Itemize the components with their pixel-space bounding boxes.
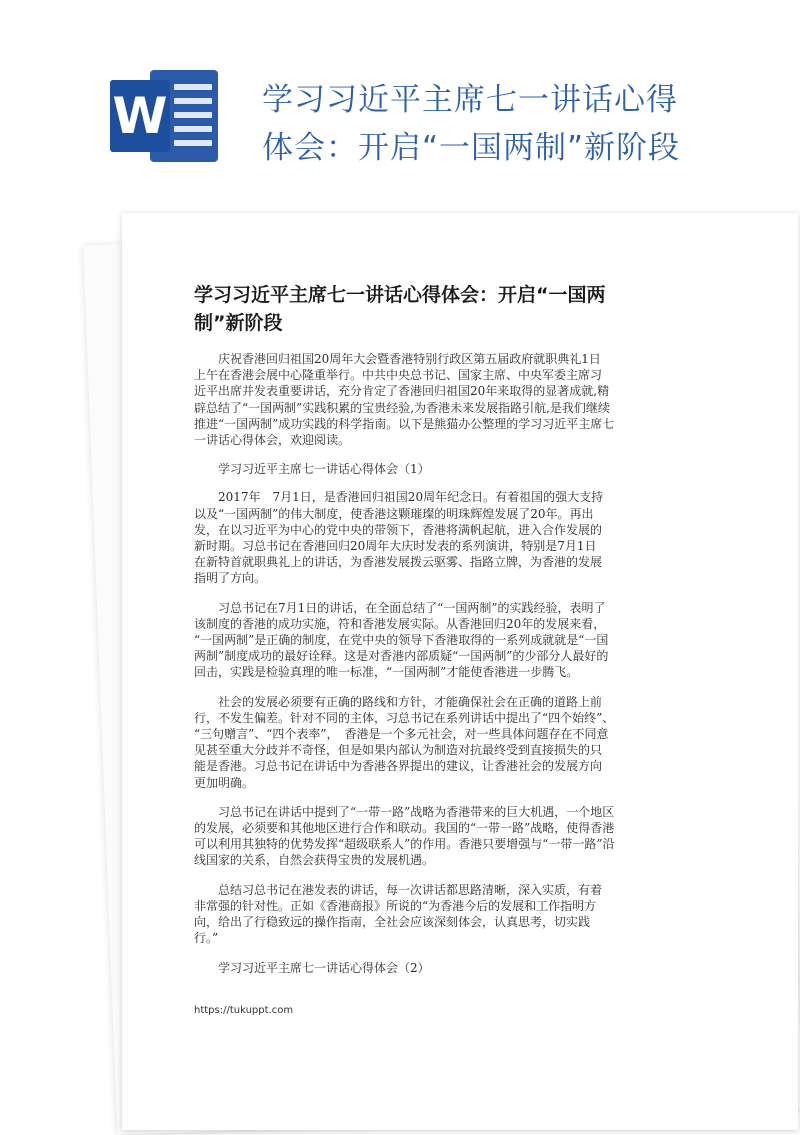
text-line: 社会的发展必须要有正确的路线和方针，才能确保社会在正确的道路上前 [218, 694, 603, 709]
text-line: 发，在以习近平为中心的党中央的带领下，香港将满帆起航，进入合作发展的 [194, 522, 603, 537]
paragraph-1 [194, 489, 714, 586]
text-line: 上午在香港会展中心隆重举行。中共中央总书记、国家主席、中央军委主席习 [194, 368, 603, 383]
text-line: 行。” [194, 931, 219, 946]
text-line: 行，不发生偏差。针对不同的主体，习总书记在系列讲话中提出了“四个始终”、 [194, 710, 615, 725]
paragraph-4 [194, 804, 714, 869]
text-line: 习总书记在讲话中提到了“一带一路”战略为香港带来的巨大机遇，一个地区 [218, 804, 615, 819]
text-line: 见甚至重大分歧并不奇怪，但是如果内部认为制造对抗最终受到直接损失的只 [194, 743, 603, 758]
document-page [122, 213, 798, 1130]
footer-url: https://tukuppt.com [194, 1005, 294, 1016]
text-line: 可以利用其独特的优势发挥“超级联系人”的作用。香港只要增强与“一带一路”沿 [194, 837, 615, 852]
text-line: 指明了方向。 [194, 571, 267, 586]
section-heading-1: 学习习近平主席七一讲话心得体会（1） [218, 462, 430, 477]
text-line: 推进“一国两制”成功实践的科学指南。以下是熊猫办公整理的学习习近平主席七 [194, 416, 615, 431]
text-line: 线国家的关系，自然会获得宝贵的发展机遇。 [194, 853, 435, 868]
paragraph-2 [194, 600, 714, 681]
text-line: 两制”制度成功的最好诠释。这是对香港内部质疑“一国两制”的少部分人最好的 [194, 649, 609, 664]
text-line: 的发展，必须要和其他地区进行合作和联动。我国的“一带一路”战略，使得香港 [194, 821, 615, 836]
text-line: 新时期。习总书记在香港回归20周年大庆时发表的系列演讲，特别是7月1日 [194, 539, 597, 554]
header-title-line: 体会：开启“一国两制”新阶段 [262, 130, 681, 166]
document-body [194, 351, 714, 988]
text-line: 总结习总书记在港发表的讲话，每一次讲话都思路清晰，深入实质，有着 [218, 882, 603, 897]
paragraph-5 [194, 882, 714, 947]
text-line: 一讲话心得体会，欢迎阅读。 [194, 433, 351, 448]
section-heading-2: 学习习近平主席七一讲话心得体会（2） [218, 960, 430, 975]
text-line: “三句赠言”、“四个表率”， 香港是一个多元社会，对一些具体问题存在不同意 [194, 727, 609, 742]
document-title [194, 281, 684, 337]
text-line: 近平出席并发表重要讲话，充分肯定了香港回归祖国20年来取得的显著成就,精 [194, 384, 610, 399]
text-line: 该制度的香港的成功实施，符和香港发展实际。从香港回归20年的发展来看， [194, 616, 606, 631]
word-document-icon [110, 70, 218, 162]
text-line: 更加明确。 [194, 775, 255, 790]
intro-paragraph [194, 351, 714, 448]
text-line: 非常强的针对性。正如《香港商报》所说的“为香港今后的发展和工作指明方 [194, 898, 597, 913]
text-line: 辟总结了“一国两制”实践积累的宝贵经验,为香港未来发展指路引航,是我们继续 [194, 400, 610, 415]
document-title-line: 制”新阶段 [194, 312, 283, 334]
text-line: 习总书记在7月1日的讲话，在全面总结了“一国两制”的实践经验，表明了 [218, 600, 606, 615]
paragraph-3 [194, 694, 714, 791]
page-header [0, 0, 800, 210]
text-line: 在新特首就职典礼上的讲话，为香港发展拨云驱雾、指路立牌，为香港的发展 [194, 555, 603, 570]
header-title [262, 76, 782, 172]
text-line: 2017年 7月1日，是香港回归祖国20周年纪念日。有着祖国的强大支持 [218, 490, 604, 505]
document-title-line: 学习习近平主席七一讲话心得体会：开启“一国两 [194, 284, 606, 306]
text-line: 能是香港。习总书记在讲话中为香港各界提出的建议，让香港社会的发展方向 [194, 759, 603, 774]
header-title-line: 学习习近平主席七一讲话心得 [262, 82, 678, 118]
word-letter-icon: W [110, 80, 170, 152]
text-line: 以及“一国两制”的伟大制度，使香港这颗璀璨的明珠辉煌发展了20年。再出 [194, 506, 594, 521]
text-line: “一国两制”是正确的制度，在党中央的领导下香港取得的一系列成就就是“一国 [194, 633, 609, 648]
text-line: 回击，实践是检验真理的唯一标准，“一国两制”才能使香港进一步腾飞。 [194, 665, 579, 680]
text-line: 向，给出了行稳致远的操作指南，全社会应该深刻体会，认真思考，切实践 [194, 915, 591, 930]
text-line: 庆祝香港回归祖国20周年大会暨香港特别行政区第五届政府就职典礼1日 [218, 352, 601, 366]
